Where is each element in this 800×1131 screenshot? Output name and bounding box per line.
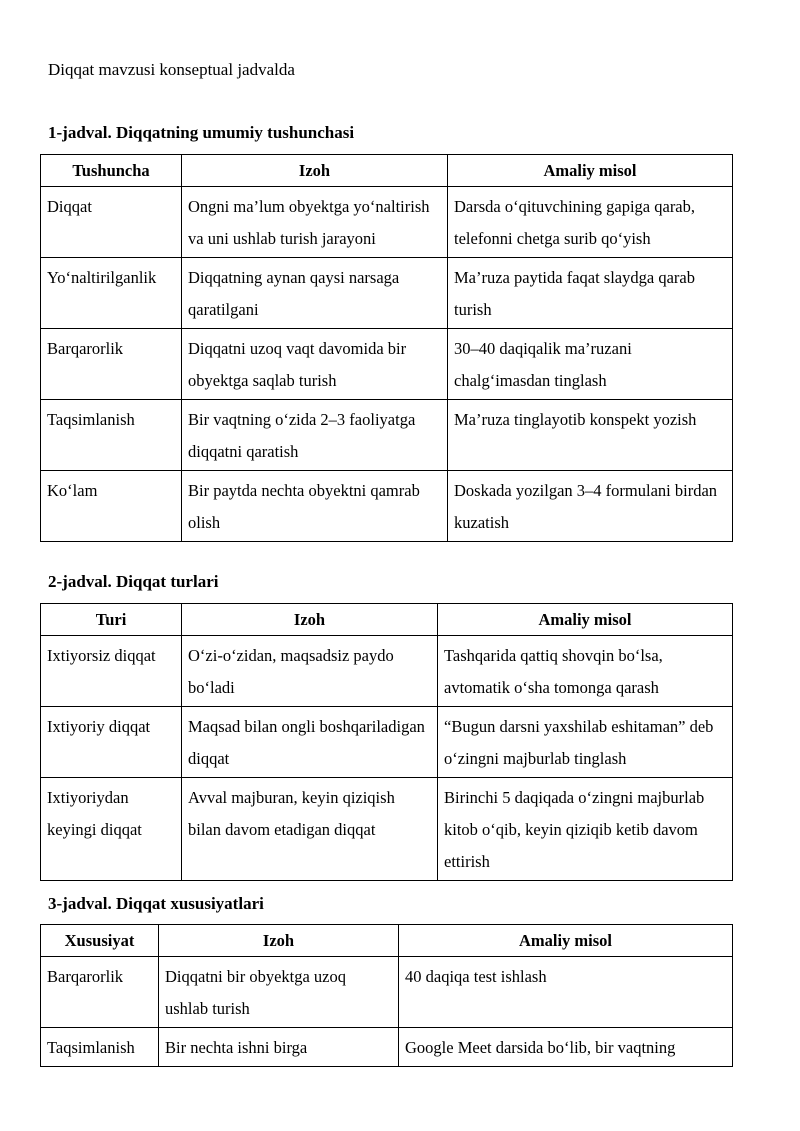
table-cell: Ma’ruza paytida faqat slaydga qarab turish bbox=[448, 258, 733, 329]
table-cell: Ixtiyoriy diqqat bbox=[41, 707, 182, 778]
table-cell: Bir vaqtning o‘zida 2–3 faoliyatga diqqatni qaratish bbox=[182, 400, 448, 471]
table-1-title: 1-jadval. Diqqatning umumiy tushunchasi bbox=[48, 123, 355, 142]
table-cell: Ko‘lam bbox=[41, 471, 182, 542]
column-header: Izoh bbox=[182, 155, 448, 187]
table-header-row bbox=[41, 925, 733, 957]
table-row bbox=[41, 1028, 733, 1067]
table-3 bbox=[40, 924, 733, 1067]
document-title: Diqqat mavzusi konseptual jadvalda bbox=[48, 60, 295, 79]
table-row bbox=[41, 329, 733, 400]
table-row bbox=[41, 707, 733, 778]
table-2 bbox=[40, 603, 733, 881]
table-cell: Doskada yozilgan 3–4 formulani birdan kuzatish bbox=[448, 471, 733, 542]
table-2-title: 2-jadval. Diqqat turlari bbox=[48, 572, 219, 591]
table-cell: Barqarorlik bbox=[41, 957, 159, 1028]
table-cell: Ongni ma’lum obyektga yo‘naltirish va uni ushlab turish jarayoni bbox=[182, 187, 448, 258]
table-cell: Barqarorlik bbox=[41, 329, 182, 400]
column-header: Amaliy misol bbox=[438, 604, 733, 636]
table-header-row bbox=[41, 155, 733, 187]
column-header: Izoh bbox=[159, 925, 399, 957]
table-row bbox=[41, 471, 733, 542]
table-cell: Bir nechta ishni birga bbox=[159, 1028, 399, 1067]
table-row bbox=[41, 187, 733, 258]
table-cell: Diqqatning aynan qaysi narsaga qaratilgani bbox=[182, 258, 448, 329]
column-header: Amaliy misol bbox=[399, 925, 733, 957]
table-cell: Darsda o‘qituvchining gapiga qarab, telefonni chetga surib qo‘yish bbox=[448, 187, 733, 258]
table-cell: Maqsad bilan ongli boshqariladigan diqqat bbox=[182, 707, 438, 778]
table-header-row bbox=[41, 604, 733, 636]
table-3-title: 3-jadval. Diqqat xususiyatlari bbox=[48, 894, 264, 913]
table-row bbox=[41, 636, 733, 707]
column-header: Amaliy misol bbox=[448, 155, 733, 187]
table-cell: Tashqarida qattiq shovqin bo‘lsa, avtomatik o‘sha tomonga qarash bbox=[438, 636, 733, 707]
table-cell: Diqqatni uzoq vaqt davomida bir obyektga saqlab turish bbox=[182, 329, 448, 400]
table-row bbox=[41, 400, 733, 471]
table-cell: Avval majburan, keyin qiziqish bilan davom etadigan diqqat bbox=[182, 778, 438, 881]
column-header: Xususiyat bbox=[41, 925, 159, 957]
table-row bbox=[41, 258, 733, 329]
table-row bbox=[41, 957, 733, 1028]
table-1 bbox=[40, 154, 733, 542]
table-cell: Google Meet darsida bo‘lib, bir vaqtning bbox=[399, 1028, 733, 1067]
table-cell: Ixtiyoriydan keyingi diqqat bbox=[41, 778, 182, 881]
table-cell: Ixtiyorsiz diqqat bbox=[41, 636, 182, 707]
table-cell: Yo‘naltirilganlik bbox=[41, 258, 182, 329]
table-cell: “Bugun darsni yaxshilab eshitaman” deb o‘zingni majburlab tinglash bbox=[438, 707, 733, 778]
table-cell: 30–40 daqiqalik ma’ruzani chalg‘imasdan tinglash bbox=[448, 329, 733, 400]
table-cell: Birinchi 5 daqiqada o‘zingni majburlab kitob o‘qib, keyin qiziqib ketib davom ettirish bbox=[438, 778, 733, 881]
table-cell: Taqsimlanish bbox=[41, 400, 182, 471]
table-cell: Ma’ruza tinglayotib konspekt yozish bbox=[448, 400, 733, 471]
table-cell: Taqsimlanish bbox=[41, 1028, 159, 1067]
table-cell: O‘zi-o‘zidan, maqsadsiz paydo bo‘ladi bbox=[182, 636, 438, 707]
column-header: Turi bbox=[41, 604, 182, 636]
table-cell: Diqqatni bir obyektga uzoq ushlab turish bbox=[159, 957, 399, 1028]
table-cell: Bir paytda nechta obyektni qamrab olish bbox=[182, 471, 448, 542]
column-header: Izoh bbox=[182, 604, 438, 636]
table-cell: 40 daqiqa test ishlash bbox=[399, 957, 733, 1028]
table-row bbox=[41, 778, 733, 881]
column-header: Tushuncha bbox=[41, 155, 182, 187]
table-cell: Diqqat bbox=[41, 187, 182, 258]
